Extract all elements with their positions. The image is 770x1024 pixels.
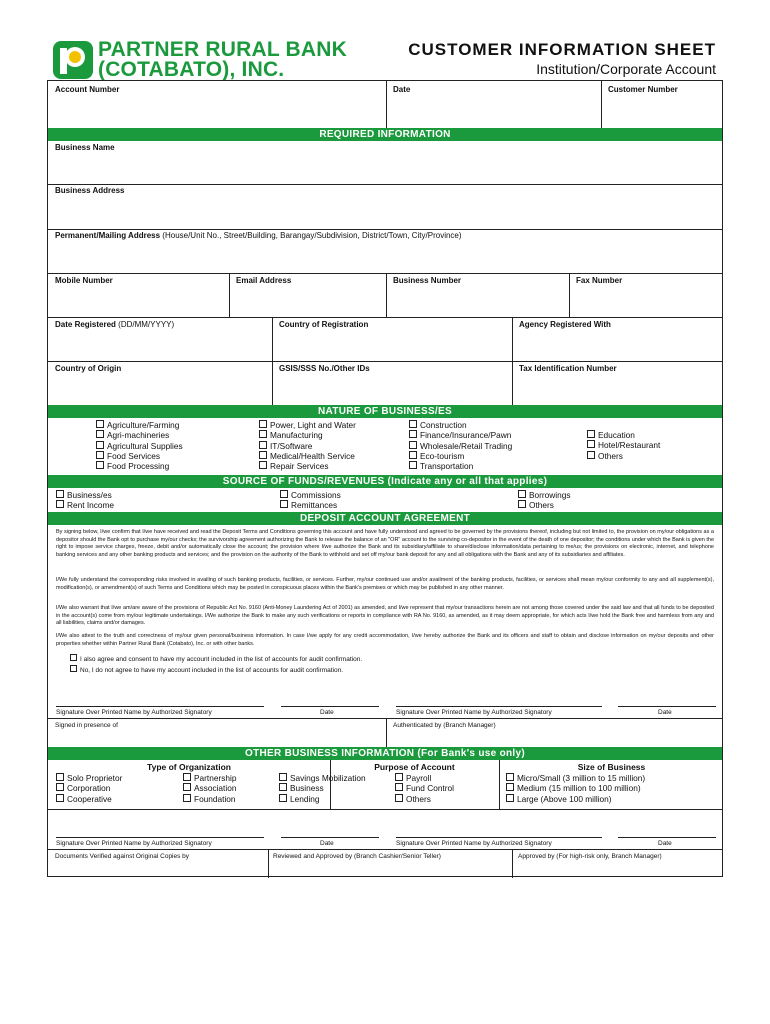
checkbox-label: Borrowings bbox=[529, 490, 571, 500]
checkbox-label: Finance/Insurance/Pawn bbox=[420, 430, 512, 441]
checkbox-finance-insurance[interactable] bbox=[409, 430, 512, 440]
checkbox-label: Education bbox=[598, 430, 635, 440]
agreement-signature-label-1: Signature Over Printed Name by Authorized Signatory bbox=[56, 709, 212, 716]
bank-logo bbox=[52, 40, 94, 80]
docs-verified-label: Documents Verified against Original Copies by bbox=[55, 853, 190, 860]
date-label: Date bbox=[393, 85, 411, 94]
date-registered-hint: (DD/MM/YYYY) bbox=[118, 320, 175, 329]
checkbox-label: Power, Light and Water bbox=[270, 420, 356, 430]
checkbox-foundation[interactable] bbox=[183, 794, 236, 804]
checkbox-label: Manufacturing bbox=[270, 430, 323, 441]
checkbox-label: IT/Software bbox=[270, 440, 313, 451]
checkbox-transportation[interactable] bbox=[409, 461, 512, 471]
checkbox-wholesale-retail[interactable] bbox=[409, 441, 512, 451]
bank-name-line1: PARTNER RURAL BANK bbox=[98, 38, 347, 61]
funds-col2 bbox=[280, 490, 341, 511]
consent-no[interactable] bbox=[70, 665, 343, 674]
business-name-label: Business Name bbox=[55, 143, 115, 152]
checkbox-label: Lending bbox=[290, 793, 320, 804]
org-col1 bbox=[56, 773, 122, 804]
checkbox-power-light-water[interactable] bbox=[259, 420, 356, 430]
checkbox-agriculture[interactable] bbox=[96, 420, 183, 430]
size-business-title: Size of Business bbox=[577, 762, 646, 772]
checkbox-label: Rent Income bbox=[67, 500, 115, 511]
mobile-number-label: Mobile Number bbox=[55, 276, 113, 285]
date-registered-title: Date Registered bbox=[55, 320, 116, 329]
checkbox-label: Payroll bbox=[406, 773, 432, 783]
reviewed-approved-label: Reviewed and Approved by (Branch Cashier/Senior Teller) bbox=[273, 853, 441, 860]
checkbox-remittances[interactable] bbox=[280, 500, 341, 510]
checkbox-label: Partnership bbox=[194, 773, 237, 783]
purpose-account-title: Purpose of Account bbox=[374, 762, 455, 772]
checkbox-label: Foundation bbox=[194, 793, 236, 804]
nature-col3 bbox=[409, 420, 512, 471]
nature-col1 bbox=[96, 420, 183, 471]
checkbox-borrowings[interactable] bbox=[518, 490, 571, 500]
country-origin-label: Country of Origin bbox=[55, 364, 122, 373]
checkbox-medium[interactable] bbox=[506, 783, 645, 793]
consent-yes[interactable] bbox=[70, 654, 362, 663]
checkbox-label: Food Services bbox=[107, 450, 161, 461]
checkbox-label: Wholesale/Retail Trading bbox=[420, 440, 513, 451]
date-registered-label bbox=[55, 320, 174, 329]
checkbox-commissions[interactable] bbox=[280, 490, 341, 500]
checkbox-micro-small[interactable] bbox=[506, 773, 645, 783]
checkbox-manufacturing[interactable] bbox=[259, 430, 356, 440]
authenticated-by-label: Authenticated by (Branch Manager) bbox=[393, 722, 496, 729]
agreement-paragraph-4: I/We also attest to the truth and correctness of my/our given personal/business information. In case I/we apply for any credit accommodation, I/we hereby authorize the Bank and its officers and staff to obtain and disclose information on my/our deposits and other properties whether within Partner Rural Bank (Cotabato), Inc. or with other banks. bbox=[56, 633, 714, 647]
checkbox-savings-mobilization[interactable] bbox=[279, 773, 366, 783]
checkbox-label: Construction bbox=[420, 420, 467, 430]
other-signature-label-1: Signature Over Printed Name by Authorized Signatory bbox=[56, 840, 212, 847]
source-funds-header: SOURCE OF FUNDS/REVENUES (Indicate any or all that applies) bbox=[48, 475, 722, 488]
other-date-label-2: Date bbox=[658, 840, 672, 847]
checkbox-education[interactable] bbox=[587, 430, 660, 440]
org-col2 bbox=[183, 773, 236, 804]
agency-registered-label: Agency Registered With bbox=[519, 320, 611, 329]
checkbox-label: Savings Mobilization bbox=[290, 773, 366, 783]
email-label: Email Address bbox=[236, 276, 292, 285]
checkbox-label: Eco-tourism bbox=[420, 450, 465, 461]
country-registration-label: Country of Registration bbox=[279, 320, 369, 329]
checkbox-label: Repair Services bbox=[270, 461, 329, 472]
checkbox-label: Others bbox=[529, 500, 554, 511]
checkbox-label: Others bbox=[406, 793, 431, 804]
bank-name bbox=[98, 40, 347, 80]
gsis-sss-label: GSIS/SSS No./Other IDs bbox=[279, 364, 370, 373]
account-number-label: Account Number bbox=[55, 85, 120, 94]
consent-yes-label: I also agree and consent to have my account included in the list of accounts for audit confirmation. bbox=[80, 656, 363, 663]
checkbox-label: Medical/Health Service bbox=[270, 450, 355, 461]
checkbox-eco-tourism[interactable] bbox=[409, 451, 512, 461]
checkbox-partnership[interactable] bbox=[183, 773, 236, 783]
type-organization-title: Type of Organization bbox=[147, 762, 231, 772]
approved-by-label: Approved by (For high-risk only, Branch Manager) bbox=[518, 853, 662, 860]
permanent-address-title: Permanent/Mailing Address bbox=[55, 231, 161, 240]
checkbox-label: Agri-machineries bbox=[107, 430, 170, 441]
other-info-header: OTHER BUSINESS INFORMATION (For Bank's use only) bbox=[48, 747, 722, 760]
business-number-label: Business Number bbox=[393, 276, 462, 285]
checkbox-lending[interactable] bbox=[279, 794, 366, 804]
checkbox-label: Business/es bbox=[67, 490, 112, 500]
checkbox-rent-income[interactable] bbox=[56, 500, 114, 510]
nature-col4 bbox=[587, 430, 660, 461]
checkbox-it-software[interactable] bbox=[259, 441, 356, 451]
checkbox-label: Business bbox=[290, 783, 324, 794]
checkbox-label: Agriculture/Farming bbox=[107, 420, 180, 430]
checkbox-association[interactable] bbox=[183, 783, 236, 793]
customer-info-form bbox=[47, 80, 723, 877]
checkbox-label: Fund Control bbox=[406, 783, 454, 794]
checkbox-solo-proprietor[interactable] bbox=[56, 773, 122, 783]
checkbox-purpose-others[interactable] bbox=[395, 794, 454, 804]
checkbox-label: Food Processing bbox=[107, 461, 170, 472]
agreement-paragraph-3: I/We also warrant that I/we am/are aware of the provisions of Republic Act No. 9160 (Anti-Money Laundering Act of 2001) as amended, and I/we represent that my/our transactions herein are not among those covered under the said law and that all funds to be deposited in the account(s) come from my/our legitimate undertakings. I/We authorize the Bank to make any such verifications or reports in compliance with RA No. 9160, as amended, as it may deem appropriate, for which acts I/we hold the Bank free and harmless from any and all liabilities, claims and/or damages. bbox=[56, 605, 714, 627]
checkbox-agricultural-supplies[interactable] bbox=[96, 441, 183, 451]
agreement-signature-label-2: Signature Over Printed Name by Authorized Signatory bbox=[396, 709, 552, 716]
checkbox-label: Agricultural Supplies bbox=[107, 440, 183, 451]
checkbox-label: Large (Above 100 million) bbox=[517, 793, 612, 804]
funds-col3 bbox=[518, 490, 571, 511]
other-signature-label-2: Signature Over Printed Name by Authorized Signatory bbox=[396, 840, 552, 847]
checkbox-purpose-business[interactable] bbox=[279, 783, 366, 793]
checkbox-label: Corporation bbox=[67, 783, 111, 794]
checkbox-medical-health[interactable] bbox=[259, 451, 356, 461]
page-subtitle: Institution/Corporate Account bbox=[536, 61, 716, 77]
agreement-date-label-2: Date bbox=[658, 709, 672, 716]
checkbox-label: Medium (15 million to 100 million) bbox=[517, 783, 641, 794]
checkbox-label: Solo Proprietor bbox=[67, 773, 123, 783]
signed-presence-label: Signed in presence of bbox=[55, 722, 118, 729]
checkbox-label: Hotel/Restaurant bbox=[598, 440, 661, 451]
nature-col2 bbox=[259, 420, 356, 471]
checkbox-label: Transportation bbox=[420, 461, 474, 472]
customer-number-label: Customer Number bbox=[608, 85, 678, 94]
checkbox-label: Remittances bbox=[291, 500, 338, 511]
checkbox-business[interactable] bbox=[56, 490, 114, 500]
checkbox-hotel-restaurant[interactable] bbox=[587, 440, 660, 450]
page-title: CUSTOMER INFORMATION SHEET bbox=[408, 40, 716, 59]
nature-business-header: NATURE OF BUSINESS/ES bbox=[48, 405, 722, 418]
checkbox-cooperative[interactable] bbox=[56, 794, 122, 804]
agreement-paragraph-2: I/We fully understand the corresponding risks involved in availing of such banking products, facilities, or services. Further, my/our continued use and/or availment of the banking products, facilities, or services shall mean my/our conformity to any and all supplement(s), modification(s), or amendment(s) of such Terms and Conditions which may be posted in conspicuous places within the Bank's premises or which may be published in any other manner. bbox=[56, 577, 714, 591]
checkbox-nature-others[interactable] bbox=[587, 451, 660, 461]
checkbox-funds-others[interactable] bbox=[518, 500, 571, 510]
permanent-address-label bbox=[55, 231, 462, 240]
checkbox-label: Association bbox=[194, 783, 237, 794]
agreement-paragraph-1: By signing below, I/we confirm that I/we have received and read the Deposit Terms and Conditions governing this account and have fully understood and agreed to be governed by the provisions thereof, including but not limited to, the provision on my/our obligations as a depositor should the Bank opt to purchase my/our checks; the survivorship agreement authorizing the Bank to release the balance of an "OR" account to the surviving co-depositor in the event of the death of one depositor; the conditions under which the Bank is given the right to impose service charges, freeze, debit and/or automatically close the account; the provision where I/we authorize the Bank and its subsidiary/affiliate to share/disclose information/data pertaining to me/us; the provisions on electronic, internet, and telephone banking services and any other banking products and services; and the provision on the authority of the Bank to withhold and set off my/our bank deposit for any and all obligations with the Bank and any of its subsidiaries and affiliates. bbox=[56, 529, 714, 559]
purpose-col2 bbox=[395, 773, 454, 804]
bank-name-line2: (COTABATO), INC. bbox=[98, 58, 285, 81]
tin-label: Tax Identification Number bbox=[519, 364, 617, 373]
required-info-header: REQUIRED INFORMATION bbox=[48, 128, 722, 141]
other-date-label-1: Date bbox=[320, 840, 334, 847]
consent-no-label: No, I do not agree to have my account included in the list of accounts for audit confirmation. bbox=[80, 667, 344, 674]
checkbox-construction[interactable] bbox=[409, 420, 512, 430]
checkbox-large[interactable] bbox=[506, 794, 645, 804]
checkbox-food-processing[interactable] bbox=[96, 461, 183, 471]
permanent-address-hint: (House/Unit No., Street/Building, Barangay/Subdivision, District/Town, City/Province) bbox=[162, 231, 462, 240]
checkbox-payroll[interactable] bbox=[395, 773, 454, 783]
checkbox-agri-machineries[interactable] bbox=[96, 430, 183, 440]
purpose-col1 bbox=[279, 773, 366, 804]
fax-number-label: Fax Number bbox=[576, 276, 623, 285]
checkbox-label: Commissions bbox=[291, 490, 341, 500]
checkbox-corporation[interactable] bbox=[56, 783, 122, 793]
deposit-agreement-header: DEPOSIT ACCOUNT AGREEMENT bbox=[48, 512, 722, 525]
checkbox-label: Cooperative bbox=[67, 793, 112, 804]
agreement-date-label-1: Date bbox=[320, 709, 334, 716]
business-address-label: Business Address bbox=[55, 186, 125, 195]
checkbox-food-services[interactable] bbox=[96, 451, 183, 461]
checkbox-fund-control[interactable] bbox=[395, 783, 454, 793]
checkbox-label: Micro/Small (3 million to 15 million) bbox=[517, 773, 646, 783]
checkbox-label: Others bbox=[598, 450, 623, 461]
size-col bbox=[506, 773, 645, 804]
checkbox-repair-services[interactable] bbox=[259, 461, 356, 471]
funds-col1 bbox=[56, 490, 114, 511]
